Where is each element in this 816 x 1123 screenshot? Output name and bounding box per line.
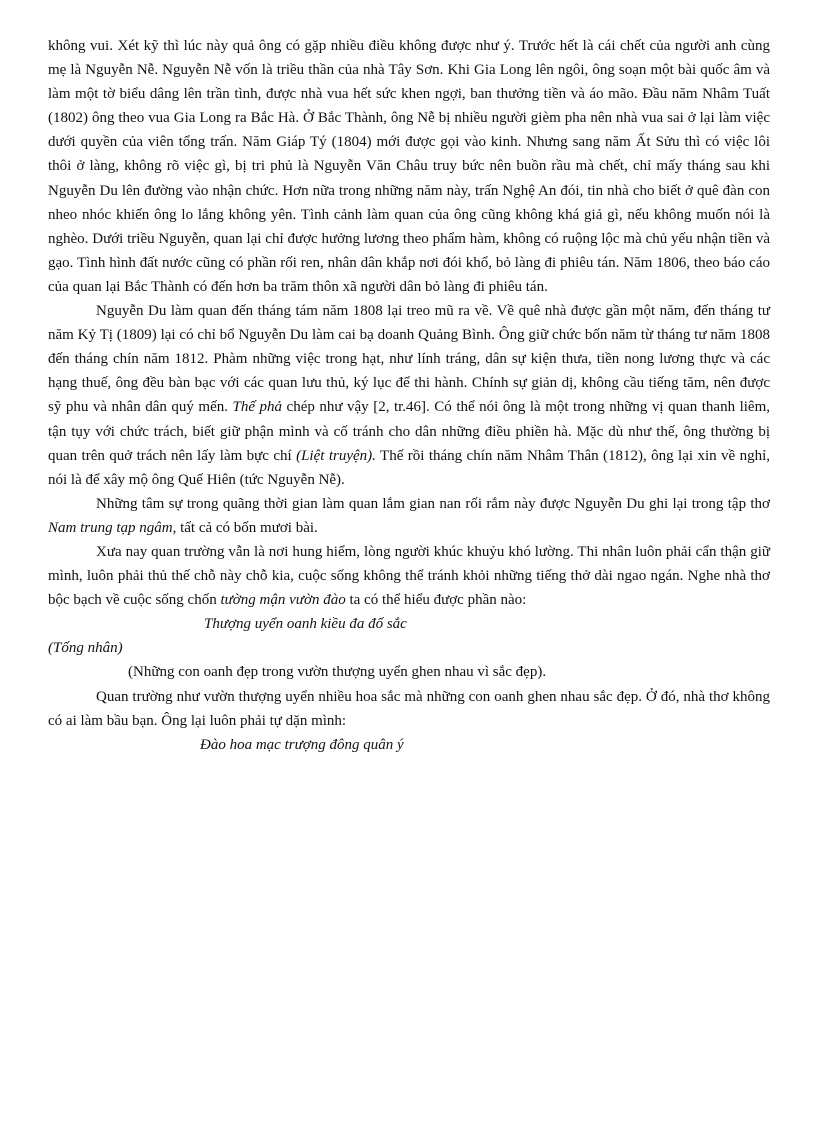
paragraph-2-text-b: chép như vậy [2, tr.46]. Có thể nói ông là một trong những vị quan thanh liêm, tận tụy với chức trách, biết giữ phận mình và cố tránh cho dân những điều phiền hà. Mặc dù như thế, ông thường bị quan trên quở trách nên lấy làm bực chí <box>48 399 770 464</box>
paragraph-4-text-a: Xưa nay quan trường vẫn là nơi hung hiểm, lòng người khúc khuỷu khó lường. Thi nhân luôn phải cẩn thận giữ mình, luôn phải thủ thế chỗ này chỗ kia, cuộc sống không thể tránh khỏi những tiếng thở dài ngao ngán. Nghe nhà thơ bộc bạch về cuộc sống chốn <box>48 543 770 609</box>
paragraph-5: Quan trường như vườn thượng uyển nhiều hoa sắc mà những con oanh ghen nhau sắc đẹp. Ở đó, nhà thơ không có ai làm bầu bạn. Ông lại luôn phải tự dặn mình: <box>48 688 770 729</box>
paragraph-2-text-a: Nguyễn Du làm quan đến tháng tám năm 1808 lại treo mũ ra về. Về quê nhà được gần một năm, đến tháng tư năm Kỷ Tị (1809) lại có chỉ bổ Nguyễn Du làm cai bạ doanh Quảng Bình. Ông giữ chức bốn năm từ tháng tư năm 1808 đến tháng chín năm 1812. Phàm những việc trong hạt, như lính tráng, dân sự kiện thưa, tiền nong lương thực và các hạng thuế, ông đều bàn bạc với các quan lưu thủ, ký lục để thi hành. Chính sự giản dị, không cầu tiếng tăm, nên được sỹ phu và nhân dân quý mến. <box>48 303 770 416</box>
paragraph-3-text-a: Những tâm sự trong quãng thời gian làm quan lắm gian nan rối rắm này được Nguyễn Du ghi lại trong tập thơ <box>96 495 770 512</box>
paragraph-3-text-b: , tất cả có bốn mươi bài. <box>172 519 318 536</box>
paragraph-1: không vui. Xét kỹ thì lúc này quả ông có gặp nhiều điều không được như ý. Trước hết là cái chết của người anh cùng mẹ là Nguyễn Nễ. Nguyễn Nễ vốn là triều thần của nhà Tây Sơn. Khi Gia Long lên ngôi, ông soạn một bài quốc âm và làm một tờ biểu dâng lên trần tình, được nhà vua hết sức khen ngợi, ban thưởng tiền và áo mão. Đầu năm Nhâm Tuất (1802) ông theo vua Gia Long ra Bắc Hà. Ở Bắc Thành, ông Nễ bị nhiều người gièm pha nên nhà vua sai ở lại làm việc dưới quyền của viên tổng trấn. Năm Giáp Tý (1804) mới được gọi vào kinh. Nhưng sang năm Ất Sửu thì có việc lôi thôi ở làng, không rõ việc gì, bị tri phủ là Nguyễn Văn Châu truy bức nên buồn rầu mà chết, chỉ mấy tháng sau khi Nguyễn Du lên đường vào nhận chức. Hơn nữa trong những năm này, trấn Nghệ An đói, tin nhà cho biết ở quê đàn con nheo nhóc khiến ông lo lắng không yên. Tình cảnh làm quan của ông cũng không khá giả gì, nếu không muốn nói là nghèo. Dưới triều Nguyễn, quan lại chỉ được hưởng lương theo phẩm hàm, không có ruộng lộc mà chủ yếu nhận tiền và gạo. Tình hình đất nước cũng có phần rối ren, nhân dân khắp nơi đói khổ, bỏ làng đi phiêu tán. Năm 1806, theo báo cáo của quan lại Bắc Thành có đến hơn ba trăm thôn xã người dân bỏ làng đi phiêu tán. <box>48 38 770 295</box>
poem-line-1: Thượng uyển oanh kiều đa đố sắc <box>204 616 407 633</box>
paragraph-2 <box>48 299 770 492</box>
paragraph-3-italic-title: Nam trung tạp ngâm <box>48 519 173 536</box>
paragraph-3 <box>48 492 770 540</box>
paragraph-4 <box>48 540 770 612</box>
poem-attribution: (Tống nhân) <box>48 640 123 657</box>
paragraph-4-text-b: ta có thể hiểu được phần nào: <box>345 592 527 609</box>
paragraph-2-text-c: Thế rồi tháng chín năm Nhâm Thân (1812), ông lại xin về nghỉ, nói là để xây mộ ông Quế Hiên (tức Nguyễn Nễ). <box>48 447 770 488</box>
paragraph-2-italic-liet-truyen: (Liệt truyện). <box>296 447 376 464</box>
paragraph-2-italic-the-pha: Thế phả <box>232 399 283 416</box>
poem-translation-1: (Những con oanh đẹp trong vườn thượng uyển ghen nhau vì sắc đẹp). <box>128 664 547 681</box>
paragraph-4-italic-phrase: tường mận vườn đào <box>220 592 346 609</box>
poem-line-2: Đào hoa mạc trượng đông quân ý <box>200 736 404 753</box>
